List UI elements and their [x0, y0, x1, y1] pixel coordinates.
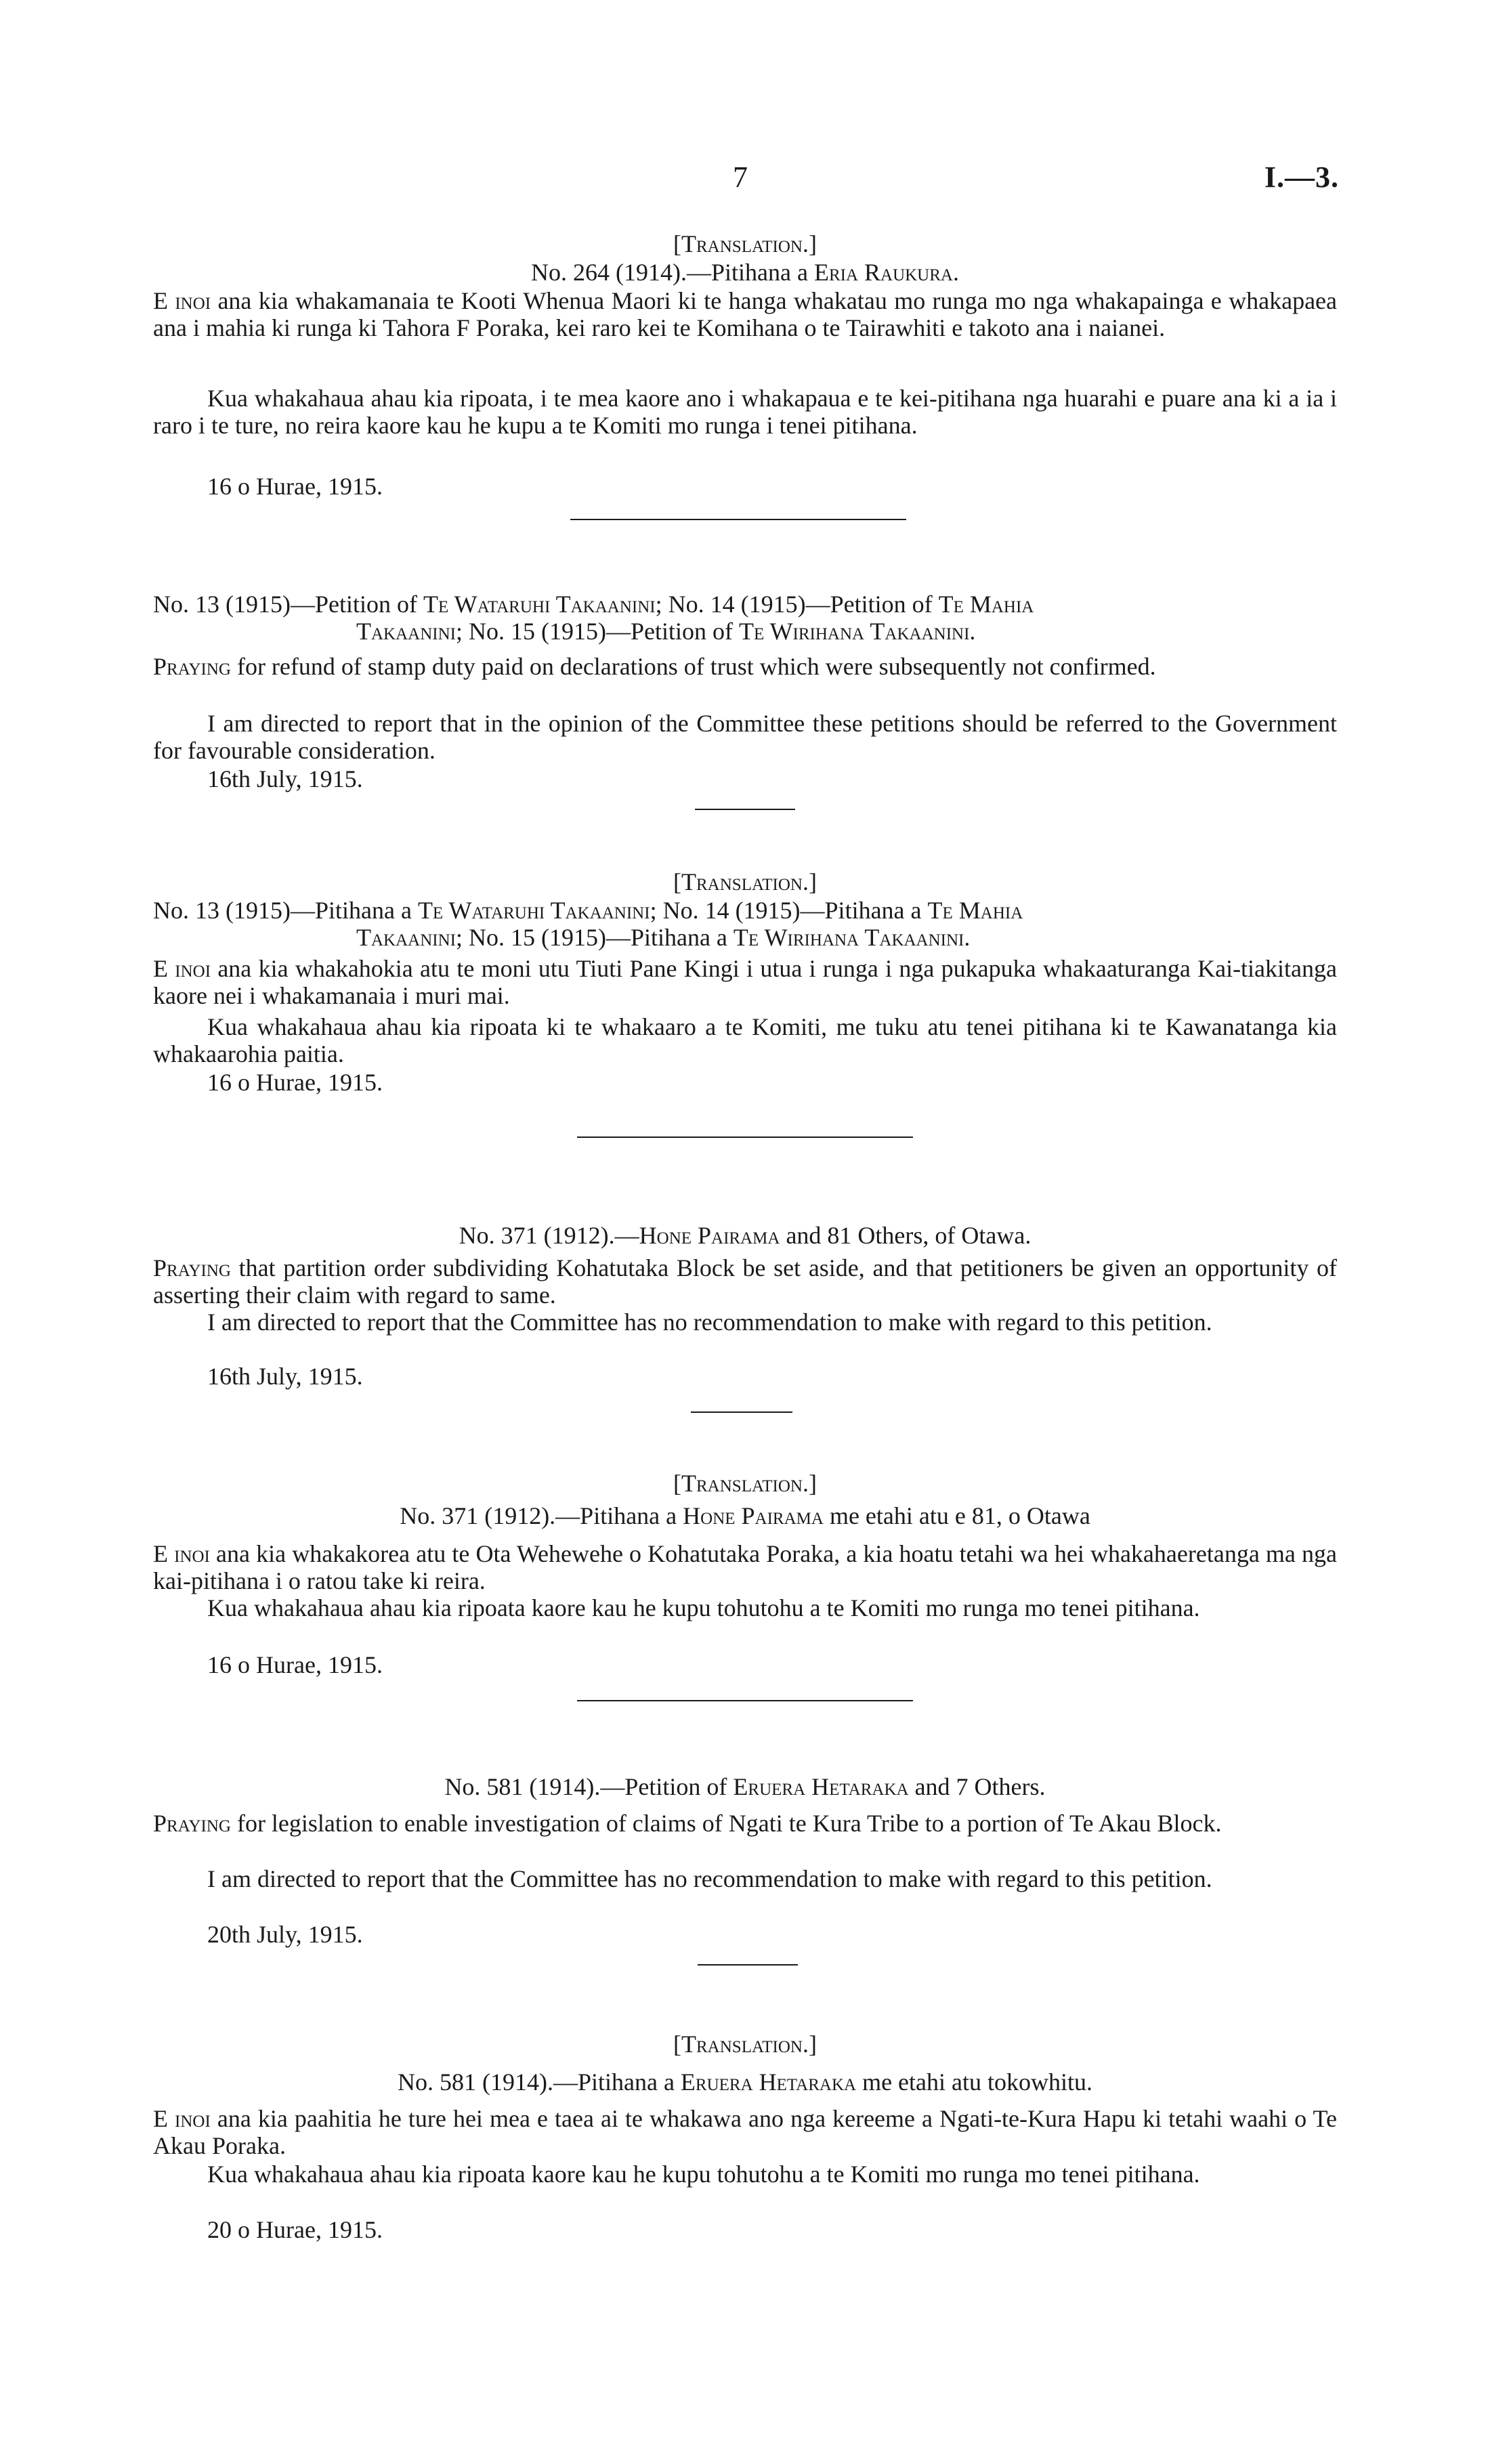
report-date: 20 o Hurae, 1915. — [207, 2216, 383, 2243]
section-divider — [570, 519, 906, 520]
petition-paragraph: E inoi ana kia whakakorea atu te Ota Wehewehe o Kohatutaka Poraka, a kia hoatu tetahi wa hei whakahaeretanga ma nga kai-pitihana i o ratou take ki reira. — [153, 1540, 1338, 1594]
petition-paragraph: E inoi ana kia whakahokia atu te moni utu Tiuti Pane Kingi i utua i runga i nga pukapuka whakaaturanga Kai-tiakitanga kaore nei i whakamanaia i muri mai. — [153, 955, 1338, 1009]
petition-paragraph: Praying for legislation to enable investigation of claims of Ngati te Kura Tribe to a portion of Te Akau Block. — [153, 1810, 1222, 1837]
petition-heading: No. 13 (1915)—Pitihana a Te Wataruhi Takaanini; No. 14 (1915)—Pitihana a Te Mahia Takaanini; No. 15 (1915)—Pitihana a Te Wirihana Takaanini. — [153, 897, 1023, 951]
petition-paragraph: Praying for refund of stamp duty paid on declarations of trust which were subsequently not confirmed. — [153, 653, 1156, 680]
report-paragraph: Kua whakahaua ahau kia ripoata, i te mea kaore ano i whakapaua e te kei-pitihana nga huarahi e puare ana ki a ia i raro i te ture, no reira kaore kau he kupu a te Komiti mo runga i tenei pitihana. — [153, 385, 1337, 439]
petition-heading: No. 371 (1912).—Pitihana a Hone Pairama me etahi atu e 81, o Otawa — [400, 1502, 1090, 1529]
report-paragraph: Kua whakahaua ahau kia ripoata ki te whakaaro a te Komiti, me tuku atu tenei pitihana ki te Kawanatanga kia whakaarohia paitia. — [153, 1013, 1337, 1067]
petition-heading: No. 264 (1914).—Pitihana a Eria Raukura. — [531, 259, 959, 286]
petition-heading: No. 581 (1914).—Pitihana a Eruera Hetaraka me etahi atu tokowhitu. — [397, 2068, 1093, 2096]
translation-label: [Translation.] — [673, 230, 817, 257]
petition-paragraph: Praying that partition order subdividing Kohatutaka Block be set aside, and that petitioners be given an opportunity of asserting their claim with regard to same. — [153, 1254, 1337, 1309]
translation-label: [Translation.] — [673, 868, 817, 895]
report-date: 16th July, 1915. — [207, 1363, 363, 1390]
report-paragraph: Kua whakahaua ahau kia ripoata kaore kau he kupu tohutohu a te Komiti mo runga mo tenei pitihana. — [207, 1594, 1200, 1621]
translation-label: [Translation.] — [673, 2031, 817, 2058]
petition-paragraph: E inoi ana kia paahitia he ture hei mea e taea ai te whakawa ano nga kereeme a Ngati-te-Kura Hapu ki tetahi waahi o Te Akau Poraka. — [153, 2105, 1337, 2159]
report-paragraph: I am directed to report that in the opinion of the Committee these petitions should be referred to the Government for favourable consideration. — [153, 710, 1337, 764]
petition-paragraph: E inoi ana kia whakamanaia te Kooti Whenua Maori ki te hanga whakatau mo runga mo nga whakapainga e whakapaea ana i mahia ki runga ki Tahora F Poraka, kei raro kei te Komihana o te Tairawhiti e takoto ana i naianei. — [153, 287, 1338, 341]
section-divider — [698, 1964, 798, 1966]
translation-label: [Translation.] — [673, 1470, 817, 1497]
report-paragraph: I am directed to report that the Committee has no recommendation to make with regard to this petition. — [207, 1865, 1212, 1892]
petition-heading: No. 581 (1914).—Petition of Eruera Hetaraka and 7 Others. — [444, 1773, 1046, 1800]
report-paragraph: I am directed to report that the Committee has no recommendation to make with regard to this petition. — [207, 1309, 1212, 1336]
document-reference: I.—3. — [1264, 161, 1339, 194]
report-date: 16 o Hurae, 1915. — [207, 473, 383, 500]
report-paragraph: Kua whakahaua ahau kia ripoata kaore kau he kupu tohutohu a te Komiti mo runga mo tenei pitihana. — [207, 2161, 1200, 2188]
report-date: 16 o Hurae, 1915. — [207, 1069, 383, 1096]
petition-heading: No. 371 (1912).—Hone Pairama and 81 Others, of Otawa. — [459, 1222, 1032, 1249]
section-divider — [577, 1137, 913, 1138]
page-number: 7 — [733, 161, 748, 194]
report-date: 16th July, 1915. — [207, 765, 363, 792]
section-divider — [691, 1411, 792, 1413]
section-divider — [695, 809, 795, 810]
report-date: 16 o Hurae, 1915. — [207, 1651, 383, 1678]
report-date: 20th July, 1915. — [207, 1921, 363, 1948]
petition-heading: No. 13 (1915)—Petition of Te Wataruhi Takaanini; No. 14 (1915)—Petition of Te Mahia Takaanini; No. 15 (1915)—Petition of Te Wirihana Takaanini. — [153, 591, 1034, 645]
section-divider — [577, 1700, 913, 1701]
